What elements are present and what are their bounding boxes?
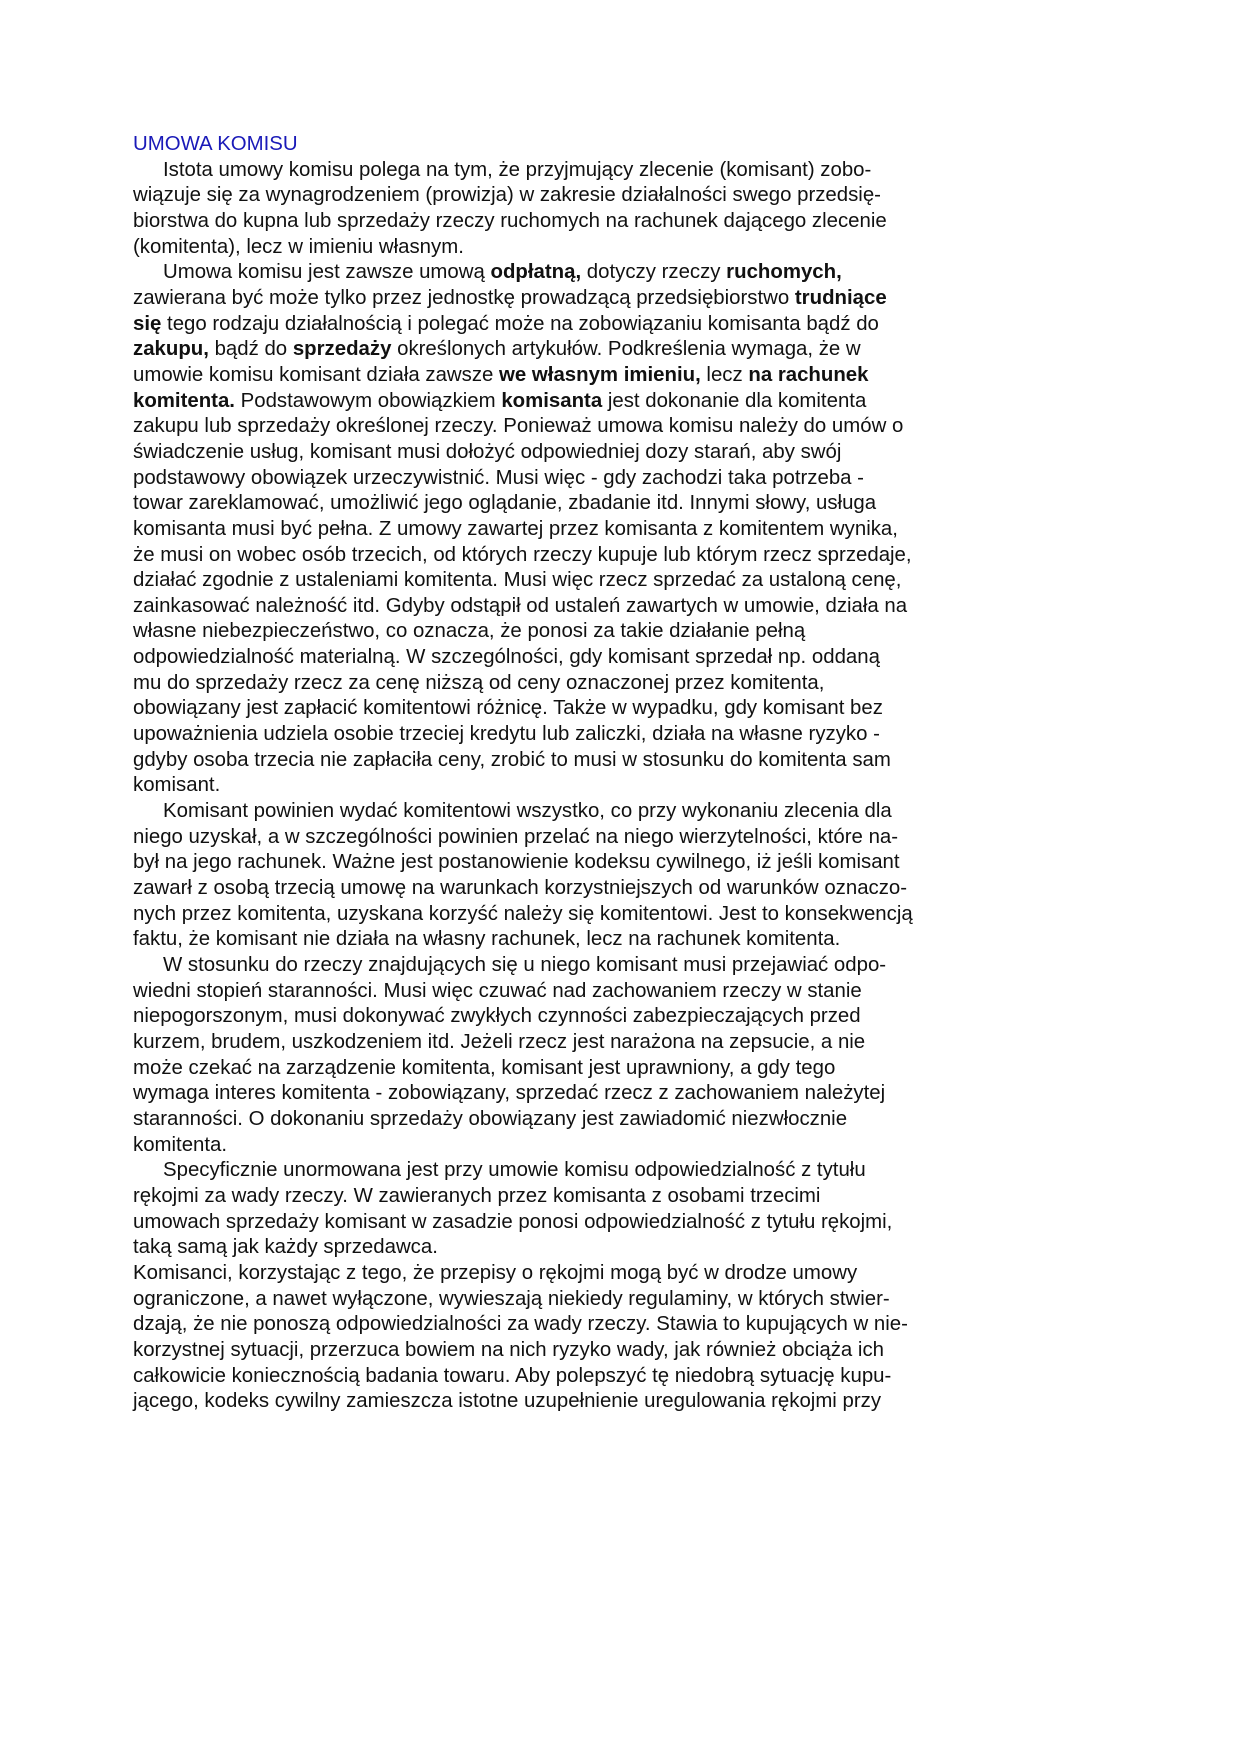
text-line [133, 1081, 974, 1107]
text-line [133, 1235, 974, 1261]
text: własne niebezpieczeństwo, co oznacza, że ponosi za takie działanie pełną [133, 620, 806, 643]
text: zakupu lub sprzedaży określonej rzeczy. Ponieważ umowa komisu należy do umów o [133, 415, 904, 438]
text: rękojmi za wady rzeczy. W zawieranych przez komisanta z osobami trzecimi [133, 1184, 821, 1207]
text-line [133, 286, 974, 312]
text: wiązuje się za wynagrodzeniem (prowizja) w zakresie działalności swego przedsię- [133, 184, 881, 207]
document-page [133, 132, 974, 1415]
text: może czekać na zarządzenie komitenta, komisant jest uprawniony, a gdy tego [133, 1056, 836, 1079]
text: obowiązany jest zapłacić komitentowi różnicę. Także w wypadku, gdy komisant bez [133, 697, 883, 720]
text: określonych artykułów. Podkreślenia wymaga, że w [391, 338, 861, 361]
bold-text: we własnym imieniu, [499, 363, 701, 386]
text-line [133, 825, 974, 851]
text-line [133, 799, 974, 825]
text-line [133, 1107, 974, 1133]
bold-text: ruchomych, [726, 261, 842, 284]
text: niego uzyskał, a w szczególności powinien przelać na niego wierzytelności, które na- [133, 825, 899, 848]
text-line [133, 235, 974, 261]
text-line [133, 773, 974, 799]
text-line [133, 902, 974, 928]
text: jącego, kodeks cywilny zamieszcza istotne uzupełnienie uregulowania rękojmi przy [133, 1390, 882, 1413]
text: (komitenta), lecz w imieniu własnym. [133, 235, 464, 258]
text-line [133, 1338, 974, 1364]
text: kurzem, brudem, uszkodzeniem itd. Jeżeli rzecz jest narażona na zepsucie, a nie [133, 1030, 866, 1053]
text-line [133, 440, 974, 466]
bold-text: odpłatną, [490, 261, 582, 284]
text: komisant. [133, 774, 221, 797]
text-line [133, 876, 974, 902]
text: zainkasować należność itd. Gdyby odstąpił od ustaleń zawartych w umowie, działa na [133, 594, 908, 617]
text: komitenta. [133, 1133, 228, 1156]
text-line [133, 1184, 974, 1210]
text-line [133, 466, 974, 492]
text-line [133, 568, 974, 594]
text: biorstwa do kupna lub sprzedaży rzeczy ruchomych na rachunek dającego zlecenie [133, 209, 887, 232]
text: Umowa komisu jest zawsze umową [163, 261, 491, 284]
text: towar zareklamować, umożliwić jego oglądanie, zbadanie itd. Innymi słowy, usługa [133, 492, 877, 515]
text-line [133, 927, 974, 953]
text: komisanta musi być pełna. Z umowy zawartej przez komisanta z komitentem wynika, [133, 517, 898, 540]
text-line [133, 671, 974, 697]
paragraph [133, 953, 974, 1158]
text: Podstawowym obowiązkiem [234, 389, 502, 412]
text: całkowicie koniecznością badania towaru. Aby polepszyć tę niedobrą sytuację kupu- [133, 1364, 892, 1387]
text: staranności. O dokonaniu sprzedaży obowiązany jest zawiadomić niezwłocznie [133, 1107, 848, 1130]
text: działać zgodnie z ustaleniami komitenta. Musi więc rzecz sprzedać za ustaloną cenę, [133, 569, 902, 592]
text-line [133, 619, 974, 645]
bold-text: sprzedaży [292, 338, 392, 361]
bold-text: zakupu, [133, 338, 209, 361]
text-line [133, 183, 974, 209]
text: umowie komisu komisant działa zawsze [133, 363, 500, 386]
text-line [133, 1133, 974, 1159]
text: odpowiedzialność materialną. W szczególności, gdy komisant sprzedał np. oddaną [133, 646, 880, 669]
text: tego rodzaju działalnością i polegać może na zobowiązaniu komisanta bądź do [161, 312, 879, 335]
text-line [133, 414, 974, 440]
text-line [133, 1364, 974, 1390]
text: lecz [700, 363, 749, 386]
text: wiedni stopień staranności. Musi więc czuwać nad zachowaniem rzeczy w stanie [133, 979, 862, 1002]
text-line [133, 953, 974, 979]
paragraph [133, 158, 974, 261]
bold-text: komitenta. [133, 389, 235, 412]
paragraph [133, 1261, 974, 1415]
text-line [133, 1287, 974, 1313]
paragraph [133, 260, 974, 799]
text-line [133, 491, 974, 517]
bold-text: komisanta [501, 389, 603, 412]
text-line [133, 1389, 974, 1415]
text: zawarł z osobą trzecią umowę na warunkach korzystniejszych od warunków oznaczo- [133, 877, 908, 900]
text-line [133, 337, 974, 363]
text: faktu, że komisant nie działa na własny rachunek, lecz na rachunek komitenta. [133, 928, 841, 951]
text: świadczenie usług, komisant musi dołożyć odpowiedniej dozy starań, aby swój [133, 440, 842, 463]
text-line [133, 1312, 974, 1338]
text: korzystnej sytuacji, przerzuca bowiem na nich ryzyko wady, jak również obciąża ich [133, 1338, 884, 1361]
text-line [133, 696, 974, 722]
text: dzają, że nie ponoszą odpowiedzialności za wady rzeczy. Stawia to kupujących w nie- [133, 1313, 908, 1336]
text: nych przez komitenta, uzyskana korzyść należy się komitentowi. Jest to konsekwencją [133, 902, 913, 925]
text: mu do sprzedaży rzecz za cenę niższą od ceny oznaczonej przez komitenta, [133, 671, 825, 694]
paragraph [133, 799, 974, 953]
document-body [133, 158, 974, 1415]
text: był na jego rachunek. Ważne jest postanowienie kodeksu cywilnego, iż jeśli komisant [133, 851, 900, 874]
text: dotyczy rzeczy [581, 261, 727, 284]
text: Istota umowy komisu polega na tym, że przyjmujący zlecenie (komisant) zobo- [163, 158, 872, 181]
text-line [133, 363, 974, 389]
text-line [133, 1261, 974, 1287]
text: zawierana być może tylko przez jednostkę prowadzącą przedsiębiorstwo [133, 286, 795, 309]
document-title: UMOWA KOMISU [133, 133, 298, 155]
text: podstawowy obowiązek urzeczywistnić. Musi więc - gdy zachodzi taka potrzeba - [133, 466, 864, 489]
text-line [133, 158, 974, 184]
text-line [133, 1030, 974, 1056]
text-line [133, 722, 974, 748]
text-line [133, 543, 974, 569]
text-line [133, 517, 974, 543]
text: taką samą jak każdy sprzedawca. [133, 1236, 438, 1259]
text-line [133, 645, 974, 671]
text-line [133, 1158, 974, 1184]
bold-text: trudniące [794, 286, 887, 309]
text: upoważnienia udziela osobie trzeciej kredytu lub zaliczki, działa na własne ryzyko - [133, 723, 880, 746]
text-line [133, 1210, 974, 1236]
text: ograniczone, a nawet wyłączone, wywieszają niekiedy regulaminy, w których stwier- [133, 1287, 890, 1310]
text-line [133, 389, 974, 415]
text-line [133, 1056, 974, 1082]
text: gdyby osoba trzecia nie zapłaciła ceny, zrobić to musi w stosunku do komitenta sam [133, 748, 891, 771]
text-line [133, 979, 974, 1005]
text: bądź do [208, 338, 293, 361]
text-line [133, 748, 974, 774]
text-line [133, 312, 974, 338]
bold-text: się [133, 312, 162, 335]
text: Komisanci, korzystając z tego, że przepisy o rękojmi mogą być w drodze umowy [133, 1261, 858, 1284]
text: Komisant powinien wydać komitentowi wszystko, co przy wykonaniu zlecenia dla [163, 800, 892, 823]
text-line [133, 594, 974, 620]
text: że musi on wobec osób trzecich, od których rzeczy kupuje lub którym rzecz sprzedaje, [133, 543, 912, 566]
text-line [133, 850, 974, 876]
text: Specyficznie unormowana jest przy umowie komisu odpowiedzialność z tytułu [163, 1159, 866, 1182]
text: umowach sprzedaży komisant w zasadzie ponosi odpowiedzialność z tytułu rękojmi, [133, 1210, 893, 1233]
text-line [133, 260, 974, 286]
text: jest dokonanie dla komitenta [602, 389, 867, 412]
text: niepogorszonym, musi dokonywać zwykłych czynności zabezpieczających przed [133, 1005, 861, 1028]
paragraph [133, 1158, 974, 1261]
text-line [133, 1004, 974, 1030]
bold-text: na rachunek [748, 363, 869, 386]
text: W stosunku do rzeczy znajdujących się u niego komisant musi przejawiać odpo- [163, 954, 887, 976]
text: wymaga interes komitenta - zobowiązany, sprzedać rzecz z zachowaniem należytej [133, 1082, 886, 1105]
text-line [133, 209, 974, 235]
